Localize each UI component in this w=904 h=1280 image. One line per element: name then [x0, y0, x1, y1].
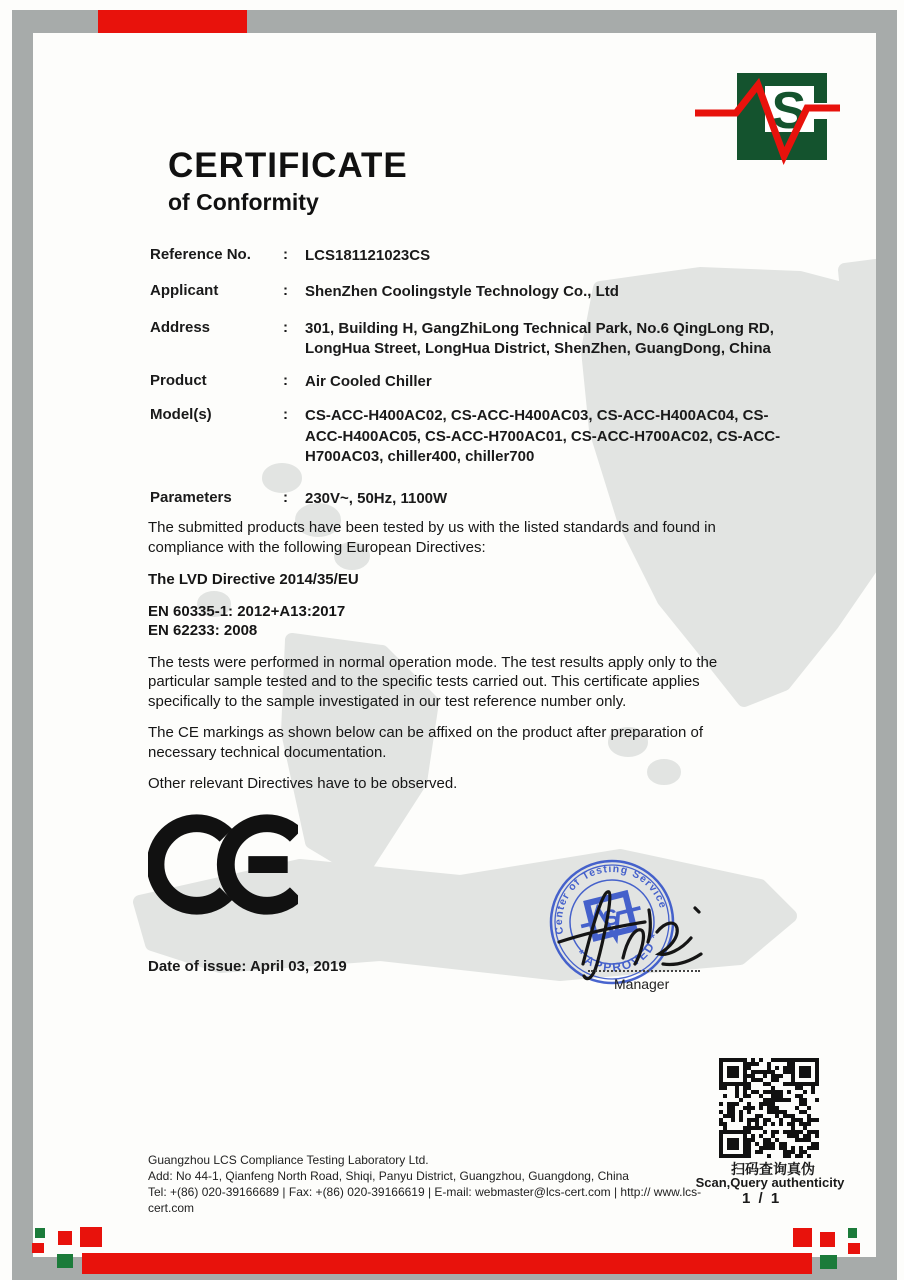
field-label: Address: [150, 318, 211, 336]
field-value: 301, Building H, GangZhiLong Technical Park, No.6 QingLong RD, LongHua Street, LongHua District, ShenZhen, GuangDong, China: [305, 319, 774, 357]
page-number: 1 / 1: [742, 1190, 782, 1207]
field-value: 230V~, 50Hz, 1100W: [305, 490, 448, 507]
directive-line: The LVD Directive 2014/35/EU: [148, 571, 359, 588]
stamp-logo-letter: S: [600, 903, 622, 932]
field-label: Parameters: [150, 489, 232, 506]
ce-mark-icon: [148, 812, 298, 917]
date-of-issue: Date of issue: April 03, 2019: [148, 958, 347, 975]
corner-square: [32, 1243, 44, 1253]
field-colon: :: [283, 282, 288, 300]
field-colon: :: [283, 406, 288, 424]
field-colon: :: [283, 246, 288, 263]
field-colon: :: [283, 318, 288, 336]
corner-square: [35, 1228, 45, 1238]
corner-square: [57, 1254, 73, 1268]
logo-letter: S: [771, 82, 807, 140]
field-label: Applicant: [150, 282, 219, 300]
qr-caption-en: Scan,Query authenticity: [695, 1175, 845, 1190]
page-border-right: [876, 10, 897, 1280]
footer-company: Guangzhou LCS Compliance Testing Laboratory Ltd.: [148, 1153, 429, 1167]
standard-line: EN 60335-1: 2012+A13:2017: [148, 602, 346, 620]
field-row-parameters: [150, 489, 802, 509]
qr-caption-zh: 扫码查询真伪: [731, 1161, 815, 1177]
field-label: Product: [150, 372, 207, 389]
field-value: LCS181121023CS: [305, 247, 431, 264]
field-row-models: [150, 406, 802, 467]
bottom-red-band: [82, 1253, 812, 1274]
field-label: Reference No.: [150, 246, 251, 263]
field-colon: :: [283, 372, 288, 389]
intro-paragraph: The submitted products have been tested by us with the listed standards and found in compliance with the following European Directives:: [148, 519, 716, 556]
signer-title: Manager: [614, 976, 670, 992]
certificate-title: CERTIFICATE: [168, 146, 408, 185]
stamp-text-top: Center of Testing Service: [552, 862, 670, 936]
corner-square: [848, 1228, 857, 1238]
field-row-applicant: [150, 282, 802, 302]
footer-contacts: Tel: +(86) 020-39166689 | Fax: +(86) 020-39166619 | E-mail: webmaster@lcs-cert.com | http:// www.lcs-cert.com: [148, 1185, 702, 1216]
field-value: ShenZhen Coolingstyle Technology Co., Ltd: [305, 283, 619, 301]
field-label: Model(s): [150, 406, 212, 424]
field-row-reference: [150, 246, 802, 266]
field-row-address: [150, 319, 802, 360]
corner-square: [58, 1231, 72, 1245]
certificate-subtitle: of Conformity: [168, 189, 319, 215]
stamp-text-bottom: * APPROVED *: [573, 930, 663, 975]
field-colon: :: [283, 489, 288, 506]
corner-square: [80, 1227, 102, 1247]
field-row-product: [150, 372, 802, 392]
corner-square: [820, 1232, 835, 1247]
corner-square: [848, 1243, 860, 1254]
top-red-accent-bar: [98, 10, 247, 33]
field-value: Air Cooled Chiller: [305, 373, 432, 390]
other-directives-paragraph: Other relevant Directives have to be observed.: [148, 775, 458, 792]
ce-markings-paragraph: The CE markings as shown below can be affixed on the product after preparation of necessary technical documentation.: [148, 724, 704, 761]
corner-square: [820, 1255, 837, 1269]
page-border-left: [12, 10, 33, 1280]
qr-code: [719, 1058, 819, 1158]
corner-square: [793, 1228, 812, 1247]
standard-line: EN 62233: 2008: [148, 622, 258, 639]
signature-line: [588, 970, 700, 972]
tests-paragraph: The tests were performed in normal operation mode. The test results apply only to the particular sample tested and to the specific tests carried out. This certificate applies specifically to the sample investigated in our test reference number only.: [148, 653, 718, 710]
lcs-logo-icon: [690, 55, 870, 185]
field-value: CS-ACC-H400AC02, CS-ACC-H400AC03, CS-ACC-H400AC04, CS-ACC-H400AC05, CS-ACC-H700AC01, CS-ACC-H700AC02, CS-ACC-H700AC03, chiller400, chiller700: [305, 407, 781, 465]
footer-address: Add: No 44-1, Qianfeng North Road, Shiqi, Panyu District, Guangzhou, Guangdong, China: [148, 1169, 629, 1184]
